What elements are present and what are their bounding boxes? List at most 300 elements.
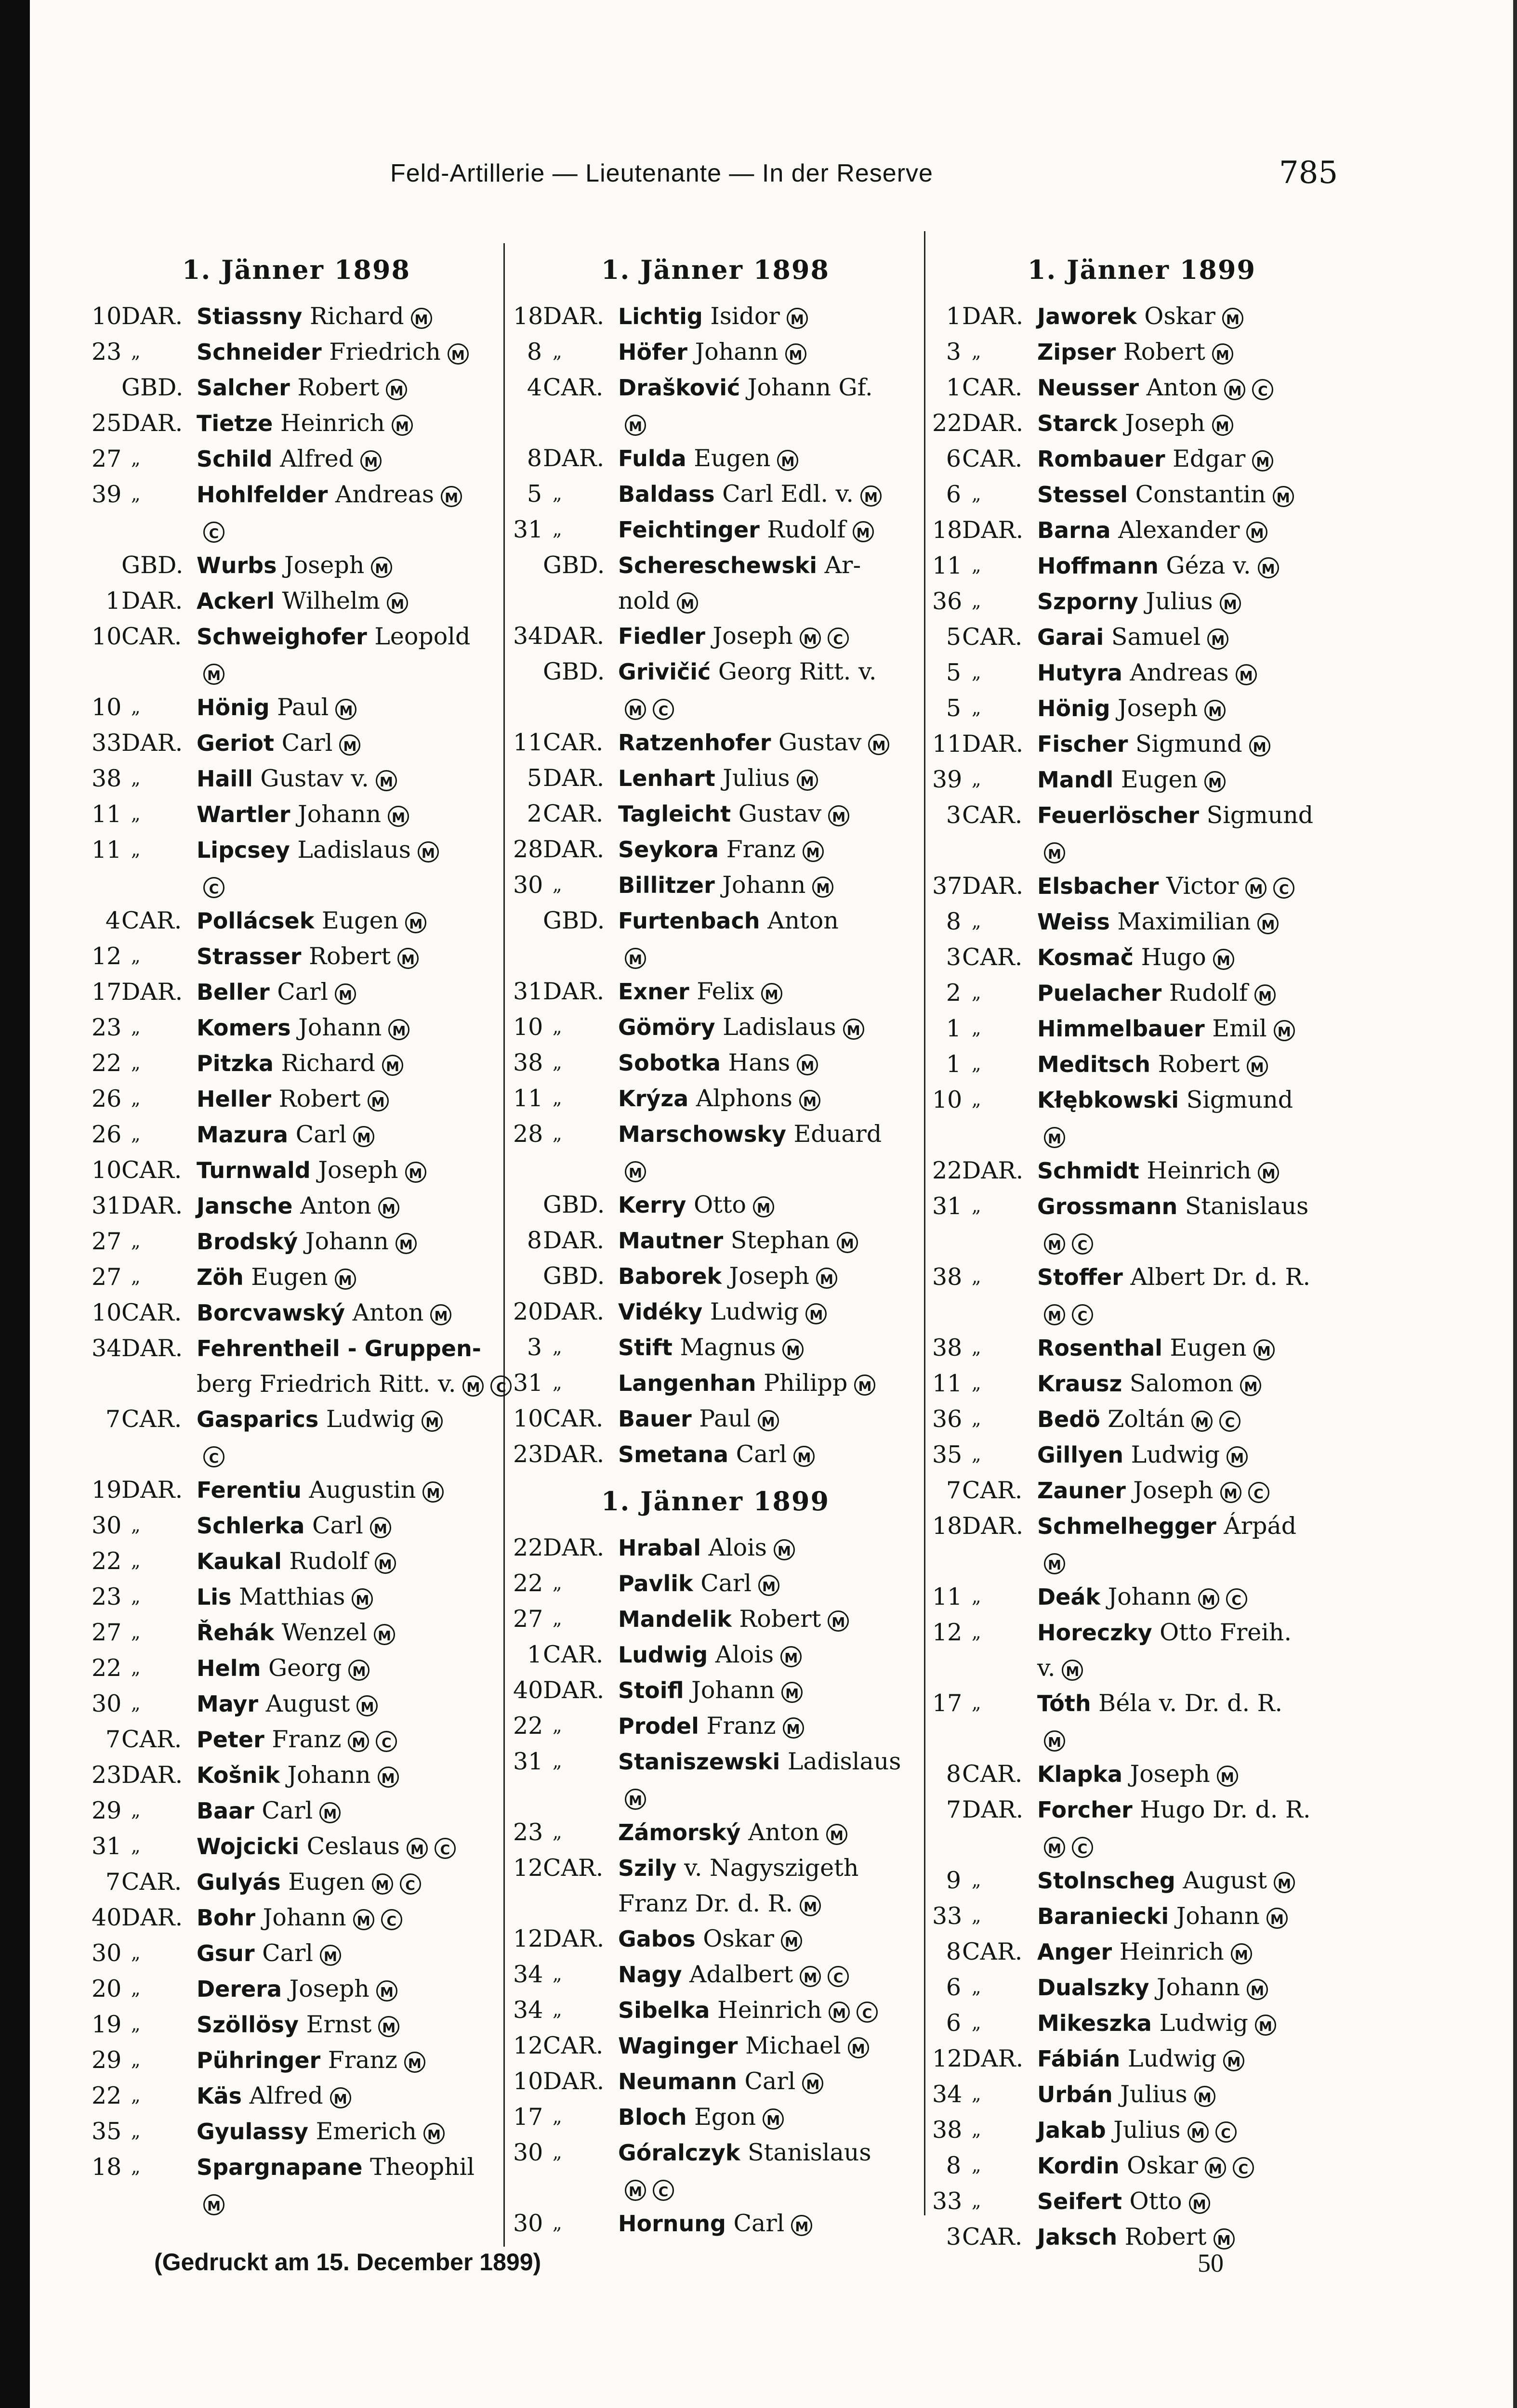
roster-entry [513,1673,918,1708]
officer-given-name: Robert [1150,1050,1240,1078]
officer-surname: Mandelik [618,1606,732,1632]
roster-entry [92,1472,501,1508]
column-divider-2 [924,231,925,2215]
medal-m-icon: M [853,521,874,542]
roster-entry [513,1601,918,1637]
roster-entry [932,1082,1351,1118]
officer-given-name: Julius [715,764,790,792]
regiment-number: 9 [946,1867,961,1894]
roster-entry [932,1579,1351,1615]
medal-m-icon: M [378,2016,399,2037]
regiment-number: 8 [527,338,542,366]
regiment-number: 20 [92,1975,122,2002]
medal-m-icon: M [348,1660,369,1681]
officer-given-name: Heinrich [273,409,385,437]
roster-entry [932,1898,1351,1934]
officer-surname: Barna [1037,517,1111,543]
roster-entry [92,1579,501,1615]
roster-entry [932,691,1351,726]
regiment-number: 6 [946,1974,961,2001]
medal-c-icon: C [1072,1304,1093,1325]
officer-given-name: Gustav v. [252,765,369,792]
officer-given-name: Hugo [1134,943,1206,971]
regiment-number: 22 [92,1547,122,1575]
officer-surname: Tietze [197,410,273,436]
medal-m-icon: M [816,1268,837,1289]
medal-c-icon: C [1072,1837,1093,1858]
medal-m-icon: M [360,450,382,471]
roster-entry [932,1508,1351,1544]
ditto-mark: „ [972,982,981,1003]
ditto-mark: „ [972,1018,981,1039]
ditto-mark: „ [553,1372,562,1393]
medal-m-icon: M [1205,2157,1226,2178]
regiment-number: 38 [932,1263,963,1291]
ditto-mark: „ [131,1230,141,1252]
regiment-number: 11 [932,1370,963,1397]
officer-given-name: Johann [1149,1974,1240,2001]
unit-abbrev: DAR. [962,516,1024,544]
officer-surname: Derera [197,1976,282,2002]
officer-surname: Lipcsey [197,837,290,863]
officer-given-name: Andreas [1122,659,1229,686]
roster-entry [92,583,501,619]
roster-entry [92,1722,501,1757]
officer-surname: Mazura [197,1122,289,1148]
officer-given-name: Matthias [231,1583,345,1610]
officer-surname: Wartler [197,801,290,827]
regiment-number: 25 [92,409,122,437]
regiment-number: 39 [92,481,122,508]
medal-c-icon: C [1233,2157,1254,2178]
roster-entry [92,1971,501,2007]
roster-entry [513,2064,918,2099]
medal-m-icon: M [405,1162,426,1183]
medal-m-icon: M [828,805,849,826]
officer-given-name: Leopold [367,623,471,650]
roster-entry [513,832,918,867]
officer-given-name: Franz [699,1712,776,1740]
roster-entry-continuation [92,512,501,548]
unit-abbrev: DAR. [962,1512,1024,1540]
officer-surname: Lichtig [618,303,703,329]
regiment-number: 5 [527,480,542,508]
ditto-mark: „ [553,1999,562,2020]
continued-name: v. [1037,1654,1055,1682]
regiment-number: 10 [513,1013,543,1041]
roster-entry [513,1530,918,1566]
regiment-number: 22 [92,2082,122,2109]
medal-m-icon: M [1220,593,1241,614]
roster-entry-continuation [92,2185,501,2220]
roster-entry [92,1686,501,1722]
regiment-number: 33 [932,1902,963,1930]
continued-name: berg Friedrich Ritt. v. [197,1370,456,1398]
unit-abbrev: DAR. [543,1227,605,1254]
medal-m-icon: M [1224,379,1245,400]
medal-m-icon: M [1257,913,1279,934]
medal-m-icon: M [843,1019,864,1040]
roster-entry-continuation [932,1650,1351,1686]
roster-entry [92,1615,501,1650]
regiment-number: 10 [92,694,122,721]
medal-m-icon: M [430,1304,451,1325]
officer-given-name: Johann [1169,1902,1260,1930]
roster-entry [92,974,501,1010]
roster-entry [92,2042,501,2078]
regiment-number: 12 [513,1854,543,1882]
officer-given-name: Ladislaus [290,836,411,864]
roster-entry [92,690,501,725]
officer-surname: Kerry [618,1192,686,1218]
ditto-mark: „ [972,2190,981,2212]
unit-abbrev: GBD. [543,1262,605,1290]
regiment-number: 11 [932,730,963,758]
roster-entry [513,618,918,654]
roster-entry [513,370,918,406]
unit-abbrev: CAR. [962,1938,1023,1965]
officer-given-name: Paul [269,694,329,721]
ditto-mark: „ [553,1608,562,1629]
regiment-number: 34 [513,1961,543,1988]
continued-name: Franz Dr. d. R. [618,1890,793,1917]
medal-m-icon: M [1187,2121,1209,2143]
medal-m-icon: M [625,1161,646,1182]
ditto-mark: „ [972,1408,981,1429]
roster-entry [932,2219,1351,2255]
officer-given-name: Heinrich [710,1996,822,2024]
continued-name: nold [618,587,671,615]
officer-given-name: Sigmund [1179,1086,1293,1113]
roster-entry [92,832,501,868]
officer-given-name: Theophil [362,2153,475,2181]
officer-surname: Bedö [1037,1406,1100,1432]
officer-given-name: Samuel [1104,623,1201,651]
regiment-number: 8 [527,1227,542,1254]
regiment-number: 3 [946,338,961,366]
regiment-number: 34 [513,622,543,650]
regiment-number: 18 [513,302,543,330]
roster-entry [932,1615,1351,1650]
officer-surname: Rosenthal [1037,1335,1162,1361]
roster-entry [932,1366,1351,1401]
officer-surname: Turnwald [197,1157,311,1183]
officer-given-name: Ludwig [702,1298,799,1325]
medal-m-icon: M [1252,450,1273,471]
medal-m-icon: M [780,1646,802,1667]
unit-abbrev: DAR. [121,1761,183,1789]
regiment-number: 34 [513,1996,543,2024]
officer-surname: Mikeszka [1037,2010,1152,2036]
unit-abbrev: CAR. [543,2032,604,2059]
ditto-mark: „ [553,1751,562,1772]
officer-given-name: Alexander [1110,516,1240,544]
regiment-number: 38 [932,1334,963,1361]
roster-entry [932,1863,1351,1898]
regiment-number: 12 [932,1619,963,1646]
regiment-number: 39 [932,766,963,793]
officer-given-name: Johann [298,1228,389,1255]
officer-given-name: Gustav [771,729,862,756]
unit-abbrev: DAR. [543,1298,605,1325]
officer-surname: Käs [197,2083,242,2109]
regiment-number: 1 [105,587,120,615]
roster-entry [932,655,1351,691]
medal-m-icon: M [803,841,824,862]
unit-abbrev: GBD. [543,658,605,685]
roster-entry [92,1117,501,1152]
unit-abbrev: DAR. [121,1904,183,1931]
roster-entry [92,1900,501,1936]
regiment-number: 12 [92,942,122,970]
regiment-number: 38 [92,765,122,792]
roster-entry [92,2149,501,2185]
officer-given-name: Oskar [695,1925,774,1952]
regiment-number: 12 [513,1925,543,1952]
officer-given-name: Ludwig [1120,2045,1217,2072]
unit-abbrev: GBD. [543,907,605,934]
roster-entry [932,584,1351,619]
medal-c-icon: C [400,1873,421,1895]
officer-given-name: Alfred [272,445,354,472]
medal-m-icon: M [1044,1730,1065,1752]
officer-surname: Stoifl [618,1677,684,1703]
roster-entry [513,1921,918,1957]
officer-given-name: Alphons [688,1085,792,1112]
medal-m-icon: M [348,1731,369,1752]
medal-m-icon: M [1236,664,1257,685]
medal-m-icon: M [411,308,432,329]
roster-entry [932,1792,1351,1828]
ditto-mark: „ [972,2083,981,2105]
medal-m-icon: M [376,1980,397,2002]
officer-surname: Furtenbach [618,908,760,934]
officer-given-name: Carl [274,729,333,757]
officer-given-name: Maximilian [1109,908,1251,935]
officer-given-name: August [1175,1867,1267,1894]
officer-given-name: Anton [292,1192,371,1219]
medal-m-icon: M [1254,984,1276,1006]
officer-surname: Fábián [1037,2046,1121,2072]
officer-given-name: Eugen [1162,1334,1247,1361]
medal-m-icon: M [791,2215,812,2236]
regiment-number: 38 [513,1049,543,1076]
officer-given-name: Robert [1116,338,1205,366]
ditto-mark: „ [131,1088,141,1109]
medal-m-icon: M [371,557,392,578]
regiment-number: 34 [932,2081,963,2108]
regiment-number: 23 [513,1819,543,1846]
officer-given-name: Carl [269,978,329,1006]
officer-surname: Feuerlöscher [1037,802,1200,828]
ditto-mark: „ [131,1942,141,1963]
officer-given-name: v. Nagyszigeth [676,1854,859,1882]
officer-surname: Garai [1037,624,1104,650]
unit-abbrev: DAR. [543,978,605,1005]
regiment-number: 36 [932,1405,963,1433]
medal-m-icon: M [805,1303,827,1324]
roster-entry [92,370,501,406]
unit-abbrev: CAR. [962,445,1023,472]
regiment-number: 31 [92,1192,122,1219]
medal-m-icon: M [356,1695,378,1716]
officer-surname: Bloch [618,2104,687,2130]
ditto-mark: „ [972,697,981,719]
roster-column-3 [932,241,1351,2251]
ditto-mark: „ [131,2085,141,2106]
unit-abbrev: DAR. [962,1157,1024,1184]
roster-entry [92,1331,501,1366]
medal-m-icon: M [800,1966,821,1987]
officer-surname: Meditsch [1037,1051,1151,1077]
officer-given-name: Franz [719,836,796,863]
officer-given-name: Ludwig [318,1405,415,1433]
regiment-number: 11 [92,800,122,828]
roster-entry [92,2114,501,2149]
regiment-number: 17 [513,2103,543,2131]
officer-given-name: Michael [738,2032,841,2059]
ditto-mark: „ [553,519,562,540]
unit-abbrev: DAR. [121,1476,183,1504]
medal-m-icon: M [761,983,782,1004]
medal-m-icon: M [1214,2228,1235,2250]
roster-entry-continuation [932,1118,1351,1153]
roster-entry [932,2148,1351,2184]
roster-entry [92,797,501,832]
medal-m-icon: M [203,2194,224,2215]
medal-m-icon: M [763,2108,784,2130]
medal-m-icon: M [826,1824,847,1845]
roster-entry [513,1187,918,1223]
officer-surname: Hoffmann [1037,553,1159,579]
medal-m-icon: M [1258,557,1279,578]
ditto-mark: „ [131,803,141,824]
officer-given-name: Oskar [1119,2152,1198,2179]
officer-surname: Stoffer [1037,1264,1123,1290]
officer-surname: Deák [1037,1584,1101,1610]
officer-surname: Sobotka [618,1050,721,1076]
regiment-number: 19 [92,2011,122,2038]
unit-abbrev: DAR. [121,587,183,615]
roster-entry [92,1401,501,1437]
roster-entry [513,867,918,903]
ditto-mark: „ [131,1124,141,1145]
officer-given-name: Adalbert [682,1961,793,1988]
roster-entry-continuation [92,1366,506,1401]
officer-given-name: Alois [700,1534,767,1561]
medal-m-icon: M [382,1055,403,1076]
officer-surname: Jaworek [1037,303,1137,329]
roster-entry [513,299,918,334]
officer-surname: Seifert [1037,2188,1122,2214]
officer-given-name: Otto [686,1191,747,1218]
regiment-number: 12 [932,2045,963,2072]
regiment-number: 10 [932,1086,963,1113]
section-heading: 1. Jänner 1899 [601,1486,830,1517]
medal-m-icon: M [1044,1553,1065,1574]
ditto-mark: „ [131,1800,141,1821]
officer-given-name: Eugen [1113,766,1198,793]
officer-given-name: Heinrich [1112,1938,1224,1965]
roster-entry [92,1081,501,1117]
medal-m-icon: M [625,699,646,720]
regiment-number: 26 [92,1085,122,1112]
medal-m-icon: M [1274,1872,1295,1893]
medal-m-icon: M [418,841,439,863]
officer-given-name: Georg Ritt. v. [711,658,877,685]
regiment-number: 5 [527,764,542,792]
ditto-mark: „ [131,1622,141,1643]
medal-m-icon: M [625,2180,646,2201]
officer-surname: Řehák [197,1620,274,1646]
roster-entry-continuation [932,1295,1351,1330]
officer-given-name: Johann [714,871,806,899]
regiment-number: 30 [92,1690,122,1717]
officer-surname: Košnik [197,1762,280,1788]
roster-entry-continuation [932,833,1351,868]
officer-given-name: Robert [1117,2223,1207,2251]
medal-m-icon: M [1249,735,1270,757]
medal-m-icon: M [1266,1908,1288,1929]
roster-entry [932,2077,1351,2112]
roster-entry-continuation [932,1721,1351,1756]
officer-surname: Baborek [618,1263,722,1289]
roster-entry [92,903,501,939]
officer-given-name: Johann [255,1904,346,1931]
regiment-number: 26 [92,1121,122,1148]
officer-given-name: Joseph [1125,1477,1214,1504]
officer-surname: Bauer [618,1406,692,1432]
regiment-number: 10 [513,2068,543,2095]
officer-given-name: Carl [254,1797,313,1824]
medal-m-icon: M [203,664,224,685]
ditto-mark: „ [972,1053,981,1074]
roster-entry [92,2078,501,2114]
medal-m-icon: M [462,1375,484,1397]
regiment-number: 5 [946,659,961,686]
roster-entry [513,760,918,796]
medal-m-icon: M [1247,1056,1268,1077]
officer-surname: Ferentiu [197,1477,302,1503]
officer-given-name: Isidor [702,302,780,330]
roster-entry [932,1401,1351,1437]
officer-surname: Pitzka [197,1050,274,1076]
regiment-number: 35 [932,1441,963,1468]
roster-entry [513,441,918,476]
medal-m-icon: M [1204,700,1226,721]
ditto-mark: „ [131,2049,141,2070]
regiment-number: 10 [513,1405,543,1432]
roster-entry [92,1508,501,1544]
ditto-mark: „ [553,1963,562,1985]
ditto-mark: „ [131,2156,141,2177]
medal-m-icon: M [335,983,356,1005]
roster-entry-continuation [92,1437,501,1472]
ditto-mark: „ [553,1336,562,1358]
regiment-number: 22 [92,1049,122,1077]
regiment-number: 8 [946,2152,961,2179]
officer-surname: Krausz [1037,1371,1122,1397]
medal-m-icon: M [848,2037,869,2058]
roster-entry [92,1259,501,1295]
medal-m-icon: M [1189,2193,1210,2214]
roster-entry [92,1650,501,1686]
officer-given-name: Johann [290,800,382,828]
regiment-number: 4 [527,374,542,401]
officer-given-name: Paul [691,1405,751,1432]
ditto-mark: „ [553,2142,562,2163]
regiment-number: 18 [932,1512,963,1540]
